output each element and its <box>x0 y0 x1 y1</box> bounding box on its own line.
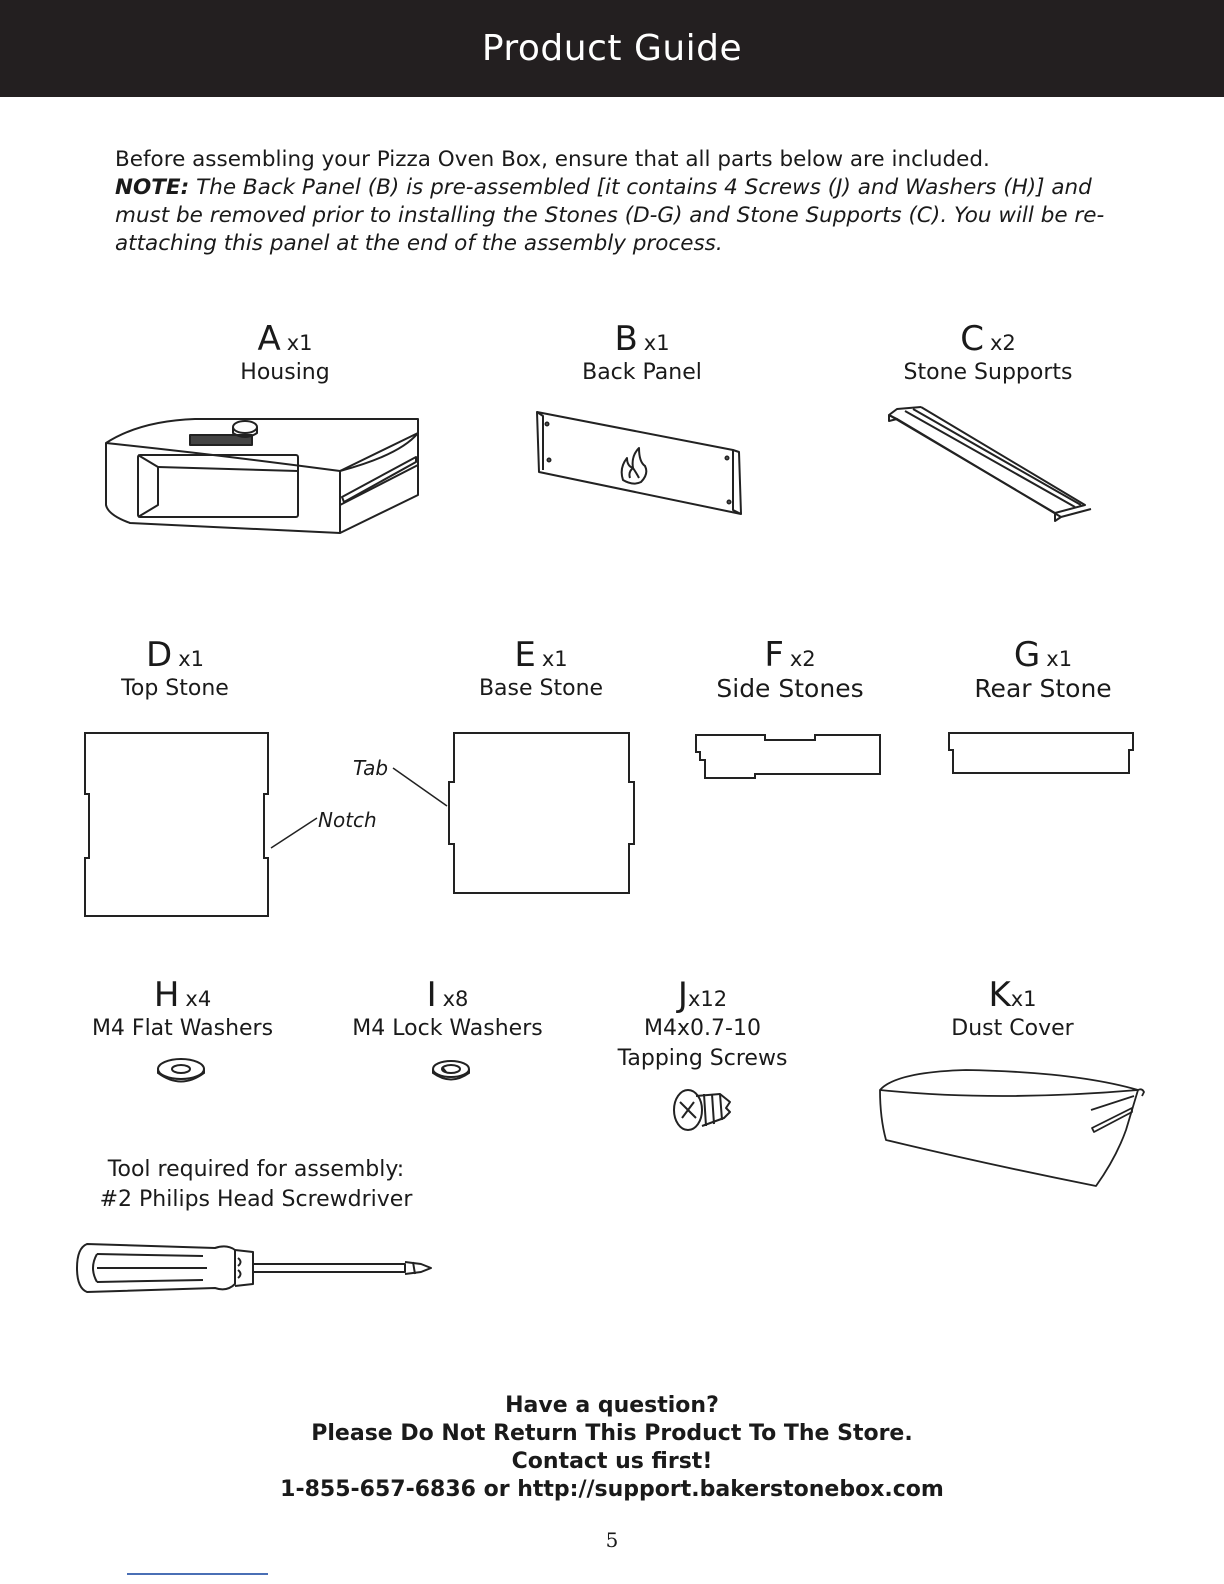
part-name: Dust Cover <box>951 1016 1074 1041</box>
tapping-screw-icon <box>670 1080 734 1136</box>
note-text: The Back Panel (B) is pre-assembled [it contains 4 Screws (J) and Washers (H)] and must be removed prior to installing the Stones (D-G) and Stone Supports (C). You will be re-attaching this panel at the end of the assembly process. <box>115 175 1105 256</box>
part-letter: K <box>988 975 1011 1015</box>
part-qty: x2 <box>789 647 816 671</box>
part-g-label <box>938 636 1148 704</box>
part-f-label <box>690 636 890 704</box>
part-name: Back Panel <box>582 360 702 385</box>
footer-contact-info[interactable]: 1-855-657-6836 or http://support.bakerstonebox.com <box>280 1477 944 1502</box>
part-name: Side Stones <box>716 674 864 703</box>
tool-requirement <box>96 1155 416 1215</box>
part-name: Base Stone <box>478 676 604 701</box>
part-e-label <box>446 636 636 704</box>
part-qty: x8 <box>442 987 469 1011</box>
part-letter: D <box>146 635 173 675</box>
part-b-label <box>542 320 742 388</box>
note-label: NOTE: <box>115 175 190 200</box>
back-panel-illustration <box>535 410 750 520</box>
intro-text <box>115 146 1125 258</box>
tool-line2: #2 Philips Head Screwdriver <box>99 1187 413 1212</box>
part-letter: B <box>614 319 638 359</box>
footer-contact: Contact us first! <box>511 1449 713 1474</box>
part-qty: x2 <box>989 331 1016 355</box>
flat-washer-icon <box>155 1056 207 1086</box>
page-number: 5 <box>605 1528 619 1552</box>
part-name: Top Stone <box>121 676 229 701</box>
part-name-line2: Tapping Screws <box>617 1046 788 1071</box>
notch-callout: Notch <box>318 808 377 832</box>
part-d-label <box>80 636 270 704</box>
side-stone-illustration <box>695 732 885 782</box>
tool-line1: Tool required for assembly: <box>107 1157 405 1182</box>
part-qty: x1 <box>541 647 568 671</box>
part-qty: x1 <box>1010 987 1037 1011</box>
callout-lines <box>265 760 455 860</box>
housing-illustration <box>100 415 425 545</box>
base-stone-illustration <box>448 732 638 897</box>
part-name: M4 Lock Washers <box>352 1016 543 1041</box>
part-letter: H <box>153 975 180 1015</box>
footer-divider <box>127 1573 268 1575</box>
footer-question: Have a question? <box>505 1393 719 1418</box>
screwdriver-illustration <box>75 1240 435 1296</box>
part-letter: G <box>1013 635 1041 675</box>
tab-callout: Tab <box>353 756 389 780</box>
part-letter: F <box>764 635 784 675</box>
part-letter: C <box>960 319 984 359</box>
support-footer <box>0 1392 1224 1504</box>
stone-supports-illustration <box>885 405 1095 525</box>
part-name: M4x0.7-10 <box>644 1016 761 1041</box>
part-c-label <box>868 320 1108 388</box>
part-name: Rear Stone <box>974 674 1112 703</box>
part-qty: x1 <box>1046 647 1073 671</box>
intro-line: Before assembling your Pizza Oven Box, ensure that all parts below are included. <box>115 147 990 172</box>
part-qty: x4 <box>185 987 212 1011</box>
footer-warning: Please Do Not Return This Product To The Store. <box>311 1421 913 1446</box>
part-qty: x1 <box>178 647 204 671</box>
rear-stone-illustration <box>948 732 1138 780</box>
part-letter: E <box>514 635 536 675</box>
part-qty: x1 <box>643 331 670 355</box>
part-letter: A <box>257 319 281 359</box>
part-a-label <box>185 320 385 388</box>
part-i-label <box>340 976 555 1044</box>
part-name: M4 Flat Washers <box>91 1016 274 1041</box>
part-qty: x1 <box>286 331 313 355</box>
dust-cover-illustration <box>876 1068 1151 1193</box>
part-h-label <box>80 976 285 1044</box>
part-name: Housing <box>240 360 330 385</box>
part-letter: J <box>677 975 688 1015</box>
part-qty: x12 <box>687 987 728 1011</box>
part-letter: I <box>426 975 437 1015</box>
part-name: Stone Supports <box>903 360 1073 385</box>
part-k-label <box>920 976 1105 1044</box>
page-header <box>0 0 1224 97</box>
lock-washer-icon <box>430 1058 472 1086</box>
part-j-label <box>600 976 805 1074</box>
page-title: Product Guide <box>481 28 743 69</box>
top-stone-illustration <box>84 732 274 922</box>
